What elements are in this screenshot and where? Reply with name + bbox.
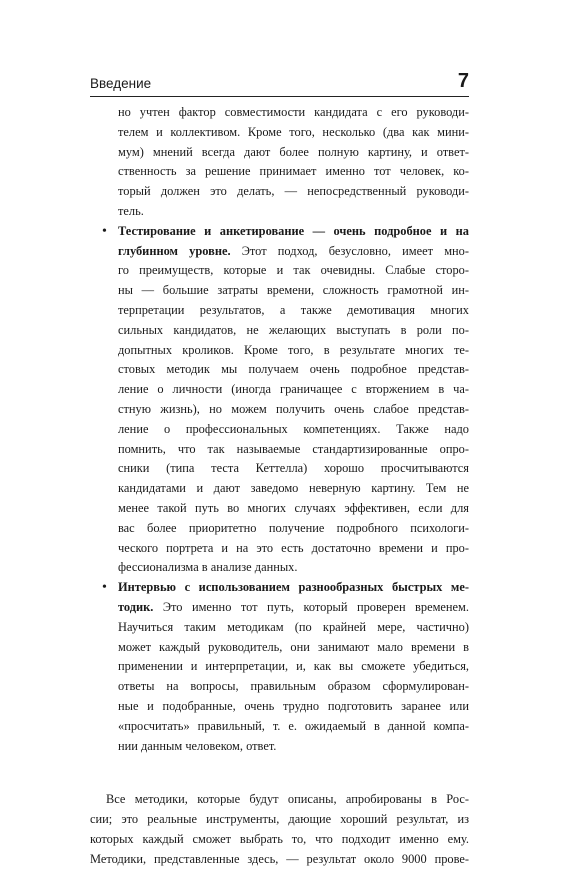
text-line: нии данным человеком, ответ. xyxy=(118,738,277,753)
text-line: кандидатами и дают заведомо неверную картину. Тем не xyxy=(118,481,469,496)
bullet-item-testing xyxy=(90,222,469,578)
text-line: ны — большие затраты времени, сложность грамотной ин- xyxy=(118,283,469,298)
page-body xyxy=(90,103,469,869)
paragraph-gap xyxy=(90,756,469,790)
text-line: вас более приоритетно получение подробного психологи- xyxy=(118,520,469,535)
text-line: мум) мнений всегда дают более полную картину, и ответ- xyxy=(118,144,469,159)
bullet-icon: • xyxy=(102,580,107,596)
page-number: 7 xyxy=(457,70,469,92)
text-line: Методики, представленные здесь, — результат около 9000 прове- xyxy=(90,851,469,866)
text-line: телем и коллективом. Кроме того, несколько (два как мини- xyxy=(118,124,469,139)
bullet-heading: Интервью с использованием разнообразных быстрых ме- xyxy=(118,580,469,595)
text-line: глубинном уровне. Этот подход, безусловно, имеет мно- xyxy=(118,243,469,258)
bullet-icon: • xyxy=(102,223,107,239)
text-line: Научиться таким методикам (по крайней мере, частично) xyxy=(118,619,469,634)
bullet-item-interview xyxy=(90,578,469,756)
text-line: допытных кроликов. Кроме того, в результате многих те- xyxy=(118,342,469,357)
page-header xyxy=(90,70,469,96)
bullet-heading: тодик. xyxy=(118,599,154,614)
text-line: Все методики, которые будут описаны, апробированы в Рос- xyxy=(106,792,469,807)
text-line: «просчитать» правильный, т. е. ожидаемый в данной компа- xyxy=(118,718,469,733)
text-line: стовых методик мы получаем очень подробное представ- xyxy=(118,362,469,377)
text-line: ные и подобранные, очень трудно подготовить заранее или xyxy=(118,698,469,713)
header-rule xyxy=(90,96,469,97)
text-line: фессионализма в анализе данных. xyxy=(118,560,298,575)
text-line: сильных кандидатов, не желающих выступать в роли по- xyxy=(118,322,469,337)
text-line: сии; это реальные инструменты, дающие хороший результат, из xyxy=(90,812,469,827)
text-line: которых каждый сможет выбрать то, что подходит именно ему. xyxy=(90,831,469,846)
text-line: ление о личности (иногда граничащее с вторжением в ча- xyxy=(118,382,469,397)
text-line xyxy=(90,222,469,242)
text-line: сники (типа теста Кеттелла) хорошо просчитываются xyxy=(118,461,469,476)
text-line: терпретации результатов, а также демотивация многих xyxy=(118,302,469,317)
text-line: ответы на вопросы, правильным образом сформулирован- xyxy=(118,679,469,694)
text-line: стную жизнь), но можем получить очень слабое представ- xyxy=(118,401,469,416)
text-line: тодик. Это именно тот путь, который проверен временем. xyxy=(118,599,469,614)
text-line xyxy=(90,578,469,598)
text-line: помнить, что так называемые стандартизированные опро- xyxy=(118,441,469,456)
text-line: может каждый руководитель, они занимают мало времени в xyxy=(118,639,469,654)
text-line: менее такой путь во многих случаях эффективен, если для xyxy=(118,500,469,515)
text-line: ление о профессиональных компетенциях. Также надо xyxy=(118,421,469,436)
text-line: го преимуществ, которые и так очевидны. Слабые сторо- xyxy=(118,263,469,278)
bullet-heading: глубинном уровне. xyxy=(118,243,231,258)
text-line: ческого портрета и на это есть достаточно времени и про- xyxy=(118,540,469,555)
text-line: но учтен фактор совместимости кандидата с его руководи- xyxy=(118,105,469,119)
closing-paragraph xyxy=(90,790,469,869)
bullet-heading: Тестирование и анкетирование — очень подробное и на xyxy=(118,223,469,238)
section-title: Введение xyxy=(90,76,152,91)
text-line: торый должен это делать, — непосредственный руководи- xyxy=(118,184,469,199)
text-line: применении и интерпретации, и, как вы сможете убедиться, xyxy=(118,659,469,674)
text-line: ственность за решение принимает именно тот человек, ко- xyxy=(118,164,469,179)
text-line: тель. xyxy=(118,203,144,218)
